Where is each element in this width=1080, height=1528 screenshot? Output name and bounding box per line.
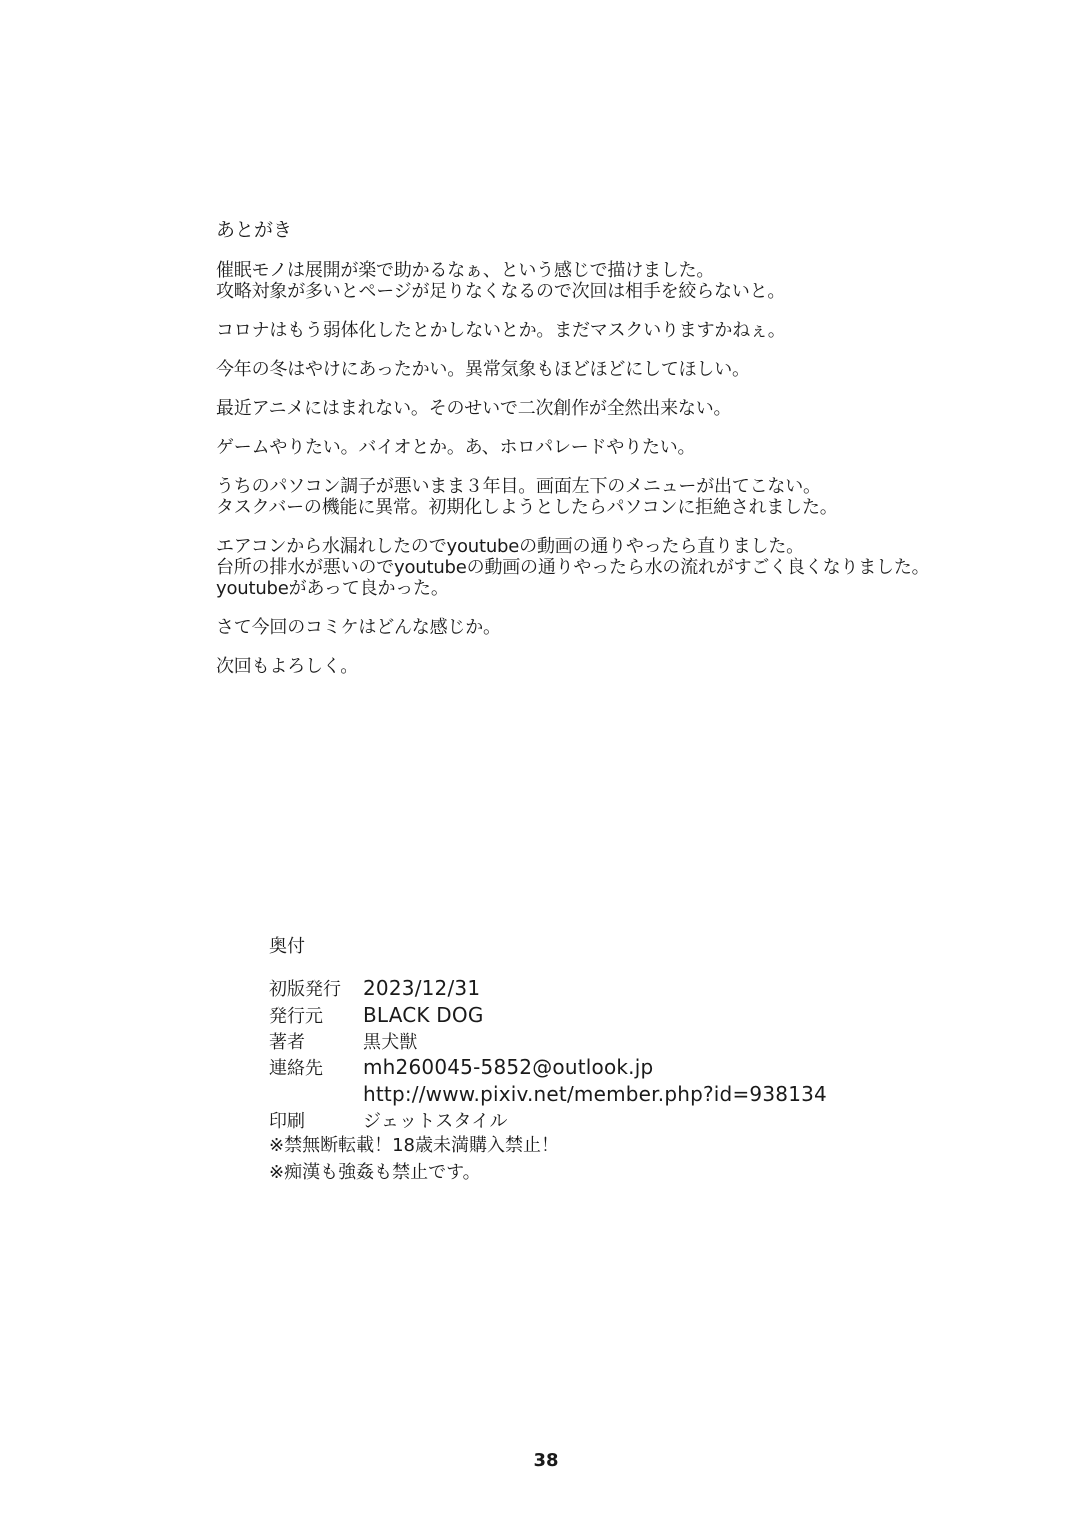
afterword-line: 催眠モノは展開が楽で助かるなぁ、という感じで描けました。 <box>216 260 715 281</box>
afterword-line: エアコンから水漏れしたのでyoutubeの動画の通りやったら直りました。 <box>216 536 804 557</box>
afterword-line: ゲームやりたい。バイオとか。あ、ホロパレードやりたい。 <box>216 437 696 458</box>
afterword-line: うちのパソコン調子が悪いまま３年目。画面左下のメニューが出てこない。 <box>216 476 821 497</box>
colophon-value: ジェットスタイル <box>363 1111 508 1133</box>
afterword-title: あとがき <box>216 219 293 241</box>
afterword-line: 攻略対象が多いとページが足りなくなるので次回は相手を絞らないと。 <box>216 281 786 302</box>
afterword-paragraph <box>216 476 1036 518</box>
colophon-row-printer <box>269 1107 969 1133</box>
contact-email: mh260045-5852@outlook.jp <box>363 1055 654 1080</box>
colophon-label: 著者 <box>269 1031 305 1053</box>
colophon-label: 印刷 <box>269 1111 305 1133</box>
afterword-paragraph <box>216 617 1036 638</box>
colophon-row-contact <box>269 1054 969 1080</box>
afterword-line: 次回もよろしく。 <box>216 656 359 677</box>
afterword-line: タスクバーの機能に異常。初期化しようとしたらパソコンに拒絶されました。 <box>216 497 838 518</box>
afterword-paragraph <box>216 260 1036 302</box>
colophon-notice: ※禁無断転載！18歳未満購入禁止！ <box>269 1135 559 1157</box>
colophon-label: 初版発行 <box>269 979 341 1001</box>
colophon-label: 発行元 <box>269 1005 323 1027</box>
afterword-paragraph <box>216 359 1036 380</box>
afterword-paragraph <box>216 320 1036 341</box>
colophon-row-author <box>269 1028 969 1054</box>
afterword-line: コロナはもう弱体化したとかしないとか。まだマスクいりますかねぇ。 <box>216 320 786 341</box>
afterword-line: さて今回のコミケはどんな感じか。 <box>216 617 501 638</box>
page-number: 38 <box>533 1450 559 1471</box>
afterword-line: 最近アニメにはまれない。そのせいで二次創作が全然出来ない。 <box>216 398 732 419</box>
afterword-line: youtubeがあって良かった。 <box>216 578 449 599</box>
colophon-value: 黒犬獣 <box>363 1031 418 1053</box>
afterword-paragraph <box>216 398 1036 419</box>
afterword-section <box>216 218 1036 695</box>
colophon-label: 連絡先 <box>269 1058 323 1080</box>
afterword-line: 台所の排水が悪いのでyoutubeの動画の通りやったら水の流れがすごく良くなりました。 <box>216 557 930 578</box>
afterword-paragraph <box>216 656 1036 677</box>
afterword-paragraph <box>216 536 1036 599</box>
colophon-row-publisher <box>269 1001 969 1027</box>
colophon-value: BLACK DOG <box>363 1002 484 1027</box>
contact-url: http://www.pixiv.net/member.php?id=938134 <box>363 1081 827 1106</box>
colophon-row-first-edition <box>269 975 969 1001</box>
afterword-paragraph <box>216 437 1036 458</box>
colophon-section <box>269 935 969 1186</box>
colophon-title: 奥付 <box>269 936 305 957</box>
colophon-value: 2023/12/31 <box>363 976 481 1001</box>
afterword-line: 今年の冬はやけにあったかい。異常気象もほどほどにしてほしい。 <box>216 359 750 380</box>
colophon-notice: ※痴漢も強姦も禁止です。 <box>269 1161 481 1183</box>
colophon-row-contact-url <box>269 1081 969 1107</box>
